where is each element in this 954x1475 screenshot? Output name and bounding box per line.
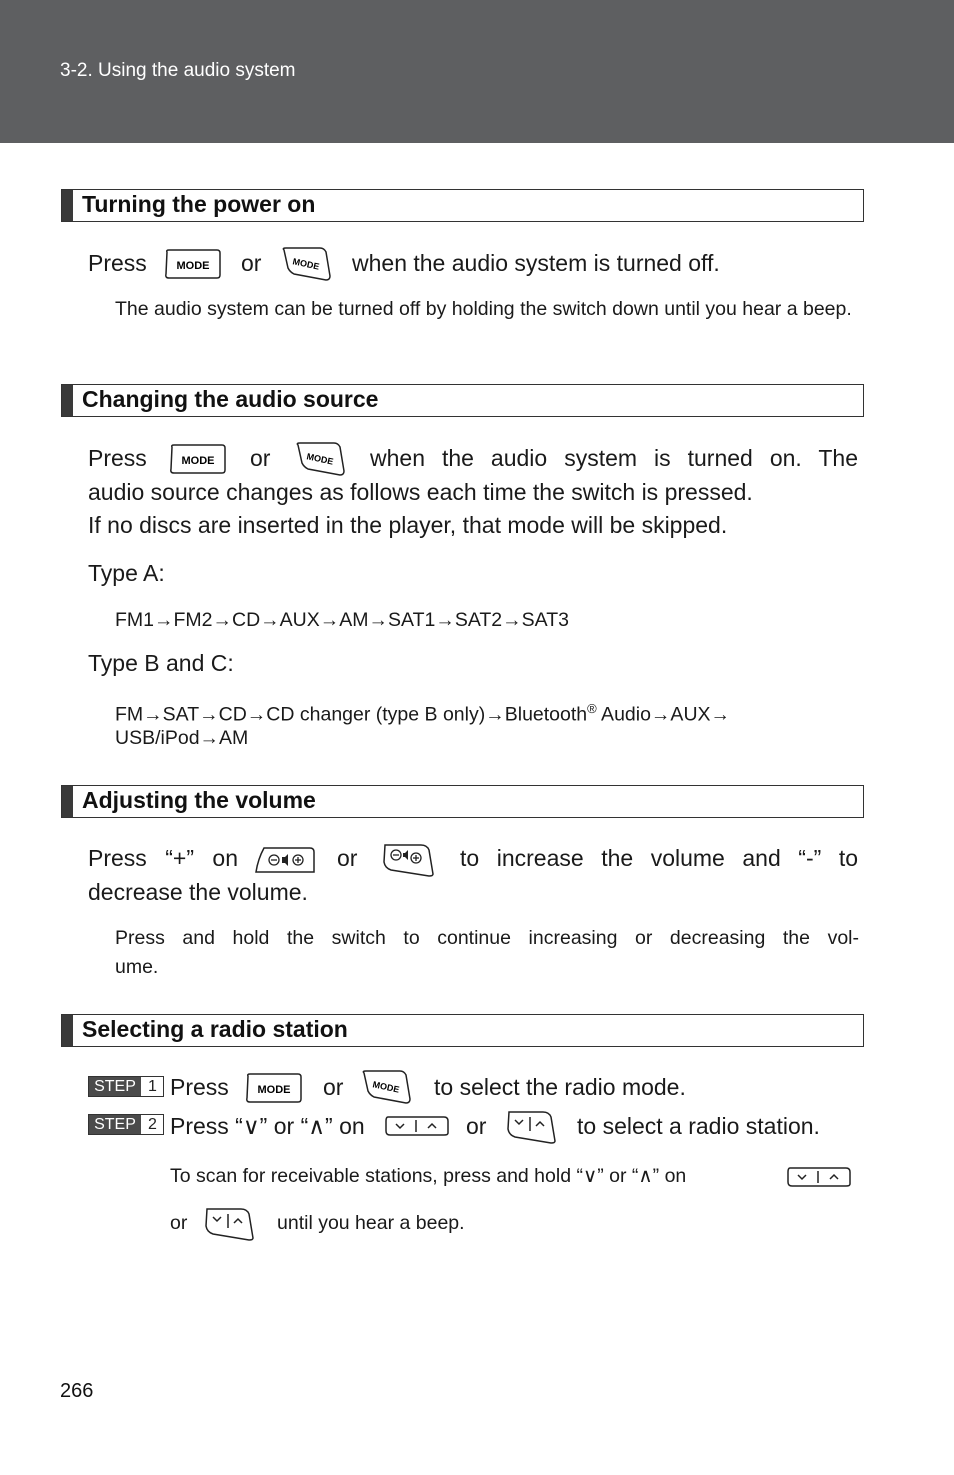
- step-badge-2: STEP 2: [88, 1114, 164, 1135]
- body-text: when the audio system is turned off.: [352, 250, 720, 276]
- type-a-sequence: FM1→FM2→CD→AUX→AM→SAT1→SAT2→SAT3: [115, 609, 569, 631]
- type-a-label: Type A:: [88, 560, 165, 586]
- breadcrumb: 3-2. Using the audio system: [60, 60, 296, 81]
- or-text: or: [337, 845, 358, 871]
- body-text: to increase the volume and “-” to: [460, 845, 858, 871]
- note-text: The audio system can be turned off by holding the switch down until you hear a beep.: [115, 298, 852, 320]
- or-text: or: [241, 250, 262, 276]
- page-number: 266: [60, 1380, 94, 1402]
- section-title: Changing the audio source: [82, 386, 379, 412]
- note-text: To scan for receivable stations, press and hold “∨” or “∧” on: [170, 1165, 687, 1187]
- or-text: or: [466, 1113, 487, 1139]
- body-text: Press “+” on: [88, 845, 238, 871]
- seek-button-icon: [384, 1115, 450, 1137]
- mode-steering-switch-icon: [280, 246, 332, 282]
- note-text: until you hear a beep.: [277, 1212, 465, 1234]
- mode-steering-switch-icon: [294, 441, 346, 477]
- svg-text:MODE: MODE: [305, 451, 335, 467]
- step-badge-1: STEP 1: [88, 1076, 164, 1097]
- svg-text:MODE: MODE: [176, 260, 210, 272]
- or-text: or: [170, 1212, 188, 1234]
- seek-steering-switch-icon: [203, 1206, 255, 1242]
- body-text: to select a radio station.: [577, 1113, 820, 1139]
- mode-button-icon: [168, 443, 228, 475]
- or-text: or: [250, 445, 271, 471]
- body-text: to select the radio mode.: [434, 1074, 686, 1100]
- svg-text:MODE: MODE: [181, 455, 215, 467]
- type-bc-label: Type B and C:: [88, 650, 234, 676]
- press-text: Press: [88, 250, 147, 276]
- press-text: Press: [170, 1074, 229, 1100]
- mode-button-icon: [163, 248, 223, 280]
- section-title: Selecting a radio station: [82, 1016, 348, 1042]
- volume-button-icon: [254, 845, 316, 875]
- header-band: [0, 0, 954, 143]
- note-text: ume.: [115, 956, 159, 978]
- section-title: Turning the power on: [82, 191, 316, 217]
- svg-text:MODE: MODE: [371, 1079, 401, 1095]
- body-text: decrease the volume.: [88, 879, 308, 905]
- body-text: when the audio system is turned on. The: [370, 445, 858, 471]
- mode-button-icon: [244, 1072, 304, 1104]
- type-bc-sequence-cont: USB/iPod→AM: [115, 727, 249, 749]
- svg-text:MODE: MODE: [257, 1084, 291, 1096]
- body-text: audio source changes as follows each time the switch is pressed.: [88, 479, 753, 505]
- section-header-radio: [61, 1014, 864, 1047]
- section-header-power: [61, 189, 864, 222]
- press-text: Press “∨” or “∧” on: [170, 1113, 365, 1139]
- or-text: or: [323, 1074, 344, 1100]
- seek-steering-switch-icon: [505, 1109, 557, 1145]
- section-header-volume: [61, 785, 864, 818]
- section-header-source: [61, 384, 864, 417]
- seek-button-icon: [786, 1166, 852, 1188]
- svg-text:MODE: MODE: [291, 256, 321, 272]
- press-text: Press: [88, 445, 147, 471]
- note-text: Press and hold the switch to continue increasing or decreasing the vol-: [115, 927, 859, 949]
- mode-steering-switch-icon: [360, 1069, 412, 1105]
- section-title: Adjusting the volume: [82, 787, 316, 813]
- type-bc-sequence: FM→SAT→CD→CD changer (type B only)→Bluetooth® Audio→AUX→: [115, 701, 731, 726]
- volume-steering-switch-icon: [381, 842, 435, 878]
- body-text: If no discs are inserted in the player, that mode will be skipped.: [88, 512, 728, 538]
